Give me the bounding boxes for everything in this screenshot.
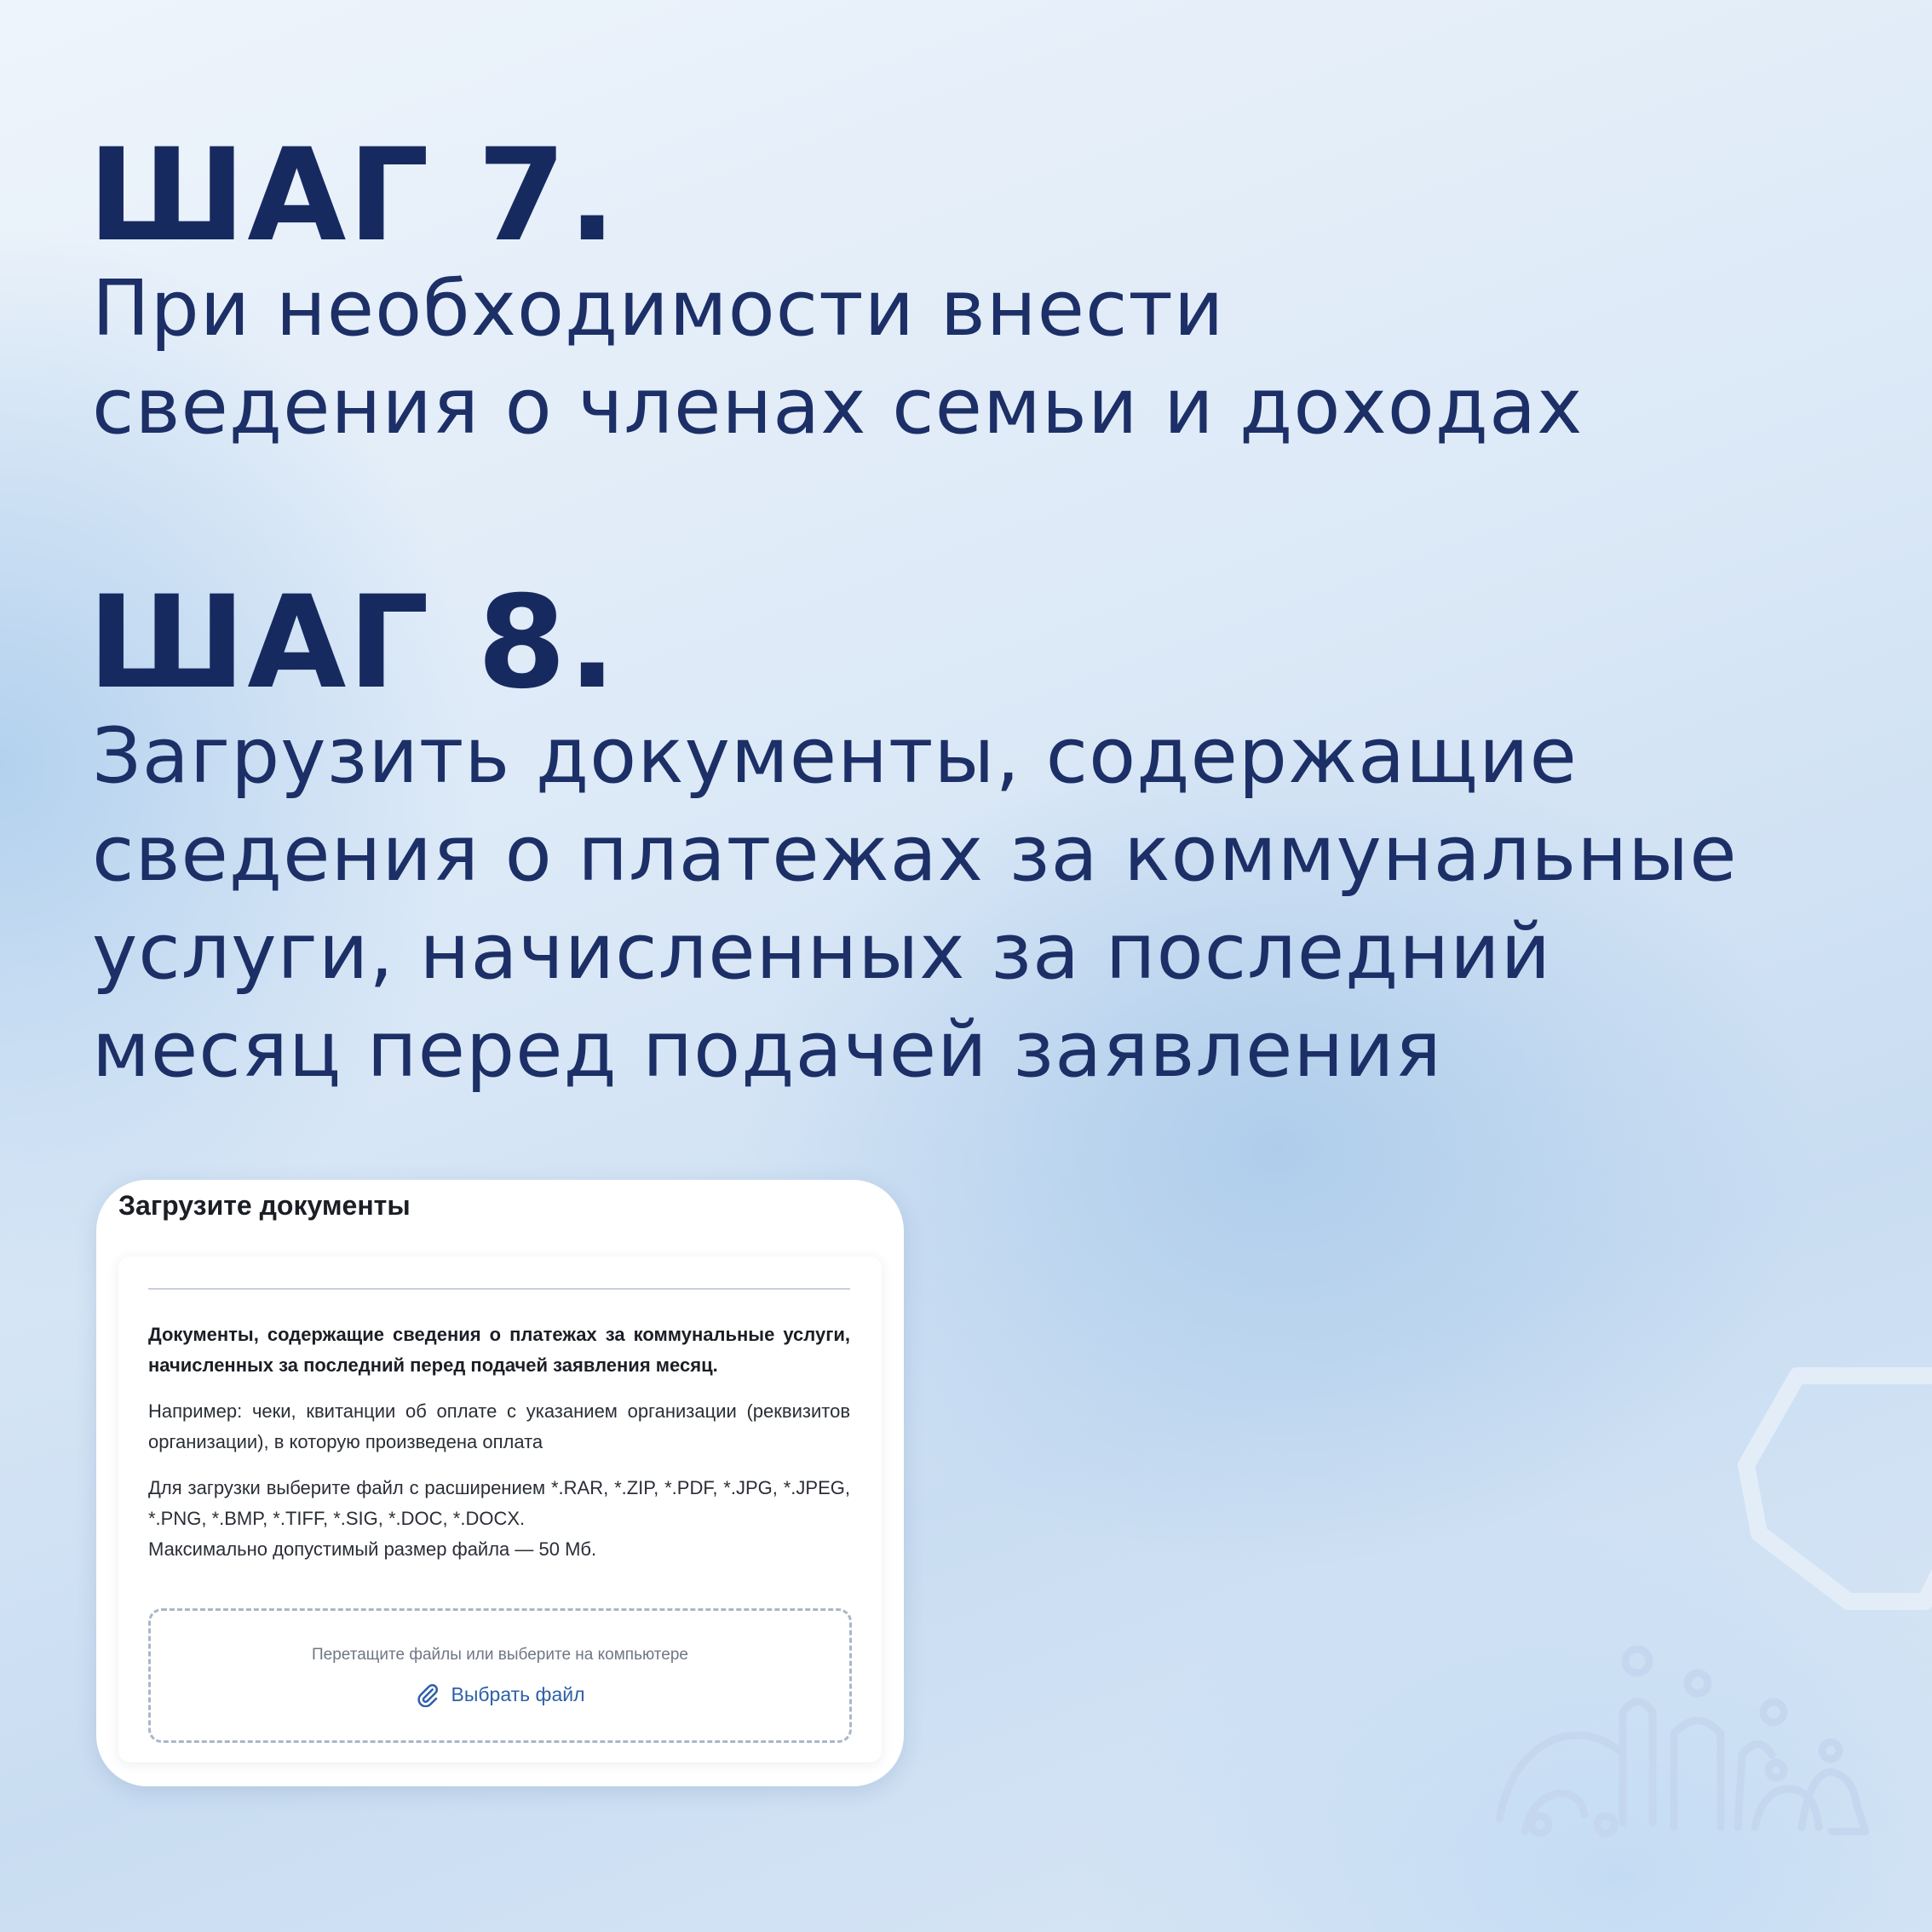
document-requirement-heading: Документы, содержащие сведения о платежах за коммунальные услуги, начисленных за последний перед подачей заявления месяц. — [148, 1324, 850, 1376]
max-file-size-text: Максимально допустимый размер файла — 50 Мб. — [148, 1538, 597, 1560]
dropzone-hint: Перетащите файлы или выберите на компьютере — [312, 1646, 688, 1664]
divider — [148, 1288, 850, 1290]
step-8-title: ШАГ 8. — [88, 569, 618, 717]
family-line-art-icon — [1499, 1649, 1866, 1833]
step-7-description — [92, 260, 1881, 456]
upload-panel — [118, 1256, 882, 1762]
choose-file-label: Выбрать файл — [451, 1683, 585, 1705]
step-8-description — [92, 707, 1881, 1099]
step-8-line-4: месяц перед подачей заявления — [92, 1005, 1442, 1095]
allowed-formats-text: Для загрузки выберите файл с расширением *.RAR, *.ZIP, *.PDF, *.JPG, *.JPEG, *.PNG, *.BMP, *.TIFF, *.SIG, *.DOC, *.DOCX. — [148, 1477, 850, 1529]
step-8-line-2: сведения о платежах за коммунальные — [92, 809, 1738, 899]
step-7-title: ШАГ 7. — [88, 122, 618, 270]
hexagon-outline-icon — [1746, 1376, 1932, 1601]
step-7-line-1: При необходимости внести — [92, 264, 1225, 354]
file-dropzone[interactable] — [148, 1608, 852, 1743]
upload-card-title: Загрузите документы — [118, 1190, 411, 1221]
document-example-text: Например: чеки, квитанции об оплате с указанием организации (реквизитов организации), в которую произведена оплата — [148, 1400, 850, 1452]
step-7-line-2: сведения о членах семьи и доходах — [92, 362, 1584, 451]
upload-documents-screenshot — [96, 1180, 904, 1786]
choose-file-button[interactable] — [151, 1681, 849, 1708]
paperclip-icon — [415, 1682, 440, 1707]
step-8-line-1: Загрузить документы, содержащие — [92, 711, 1578, 801]
step-8-line-3: услуги, начисленных за последний — [92, 907, 1552, 997]
